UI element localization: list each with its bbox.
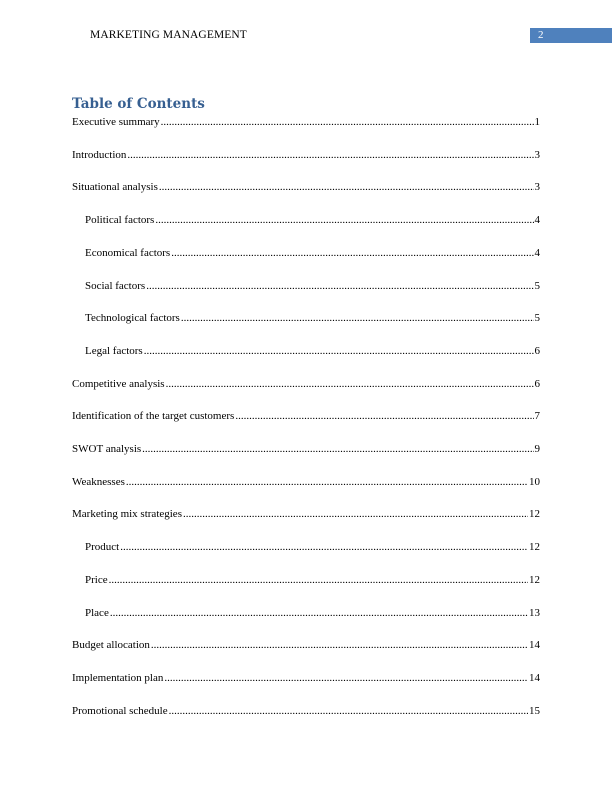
toc-entry-label: Technological factors <box>85 312 180 325</box>
toc-dot-leader <box>110 605 528 621</box>
toc-entry[interactable] <box>72 408 540 424</box>
toc-entry-page: 7 <box>534 410 540 423</box>
toc-entry-label: Competitive analysis <box>72 377 165 390</box>
toc-entry[interactable] <box>72 637 540 653</box>
toc-entry[interactable] <box>85 310 540 326</box>
toc-entry-page: 9 <box>534 443 540 455</box>
toc-entry[interactable] <box>85 605 540 621</box>
toc-entry[interactable] <box>72 506 540 522</box>
toc-entry[interactable] <box>72 179 540 195</box>
toc-entry[interactable] <box>85 278 540 294</box>
toc-entry-page: 3 <box>534 148 540 161</box>
toc-entry-page: 4 <box>534 214 540 227</box>
toc-heading: Table of Contents <box>72 96 205 112</box>
toc-entry-page: 3 <box>534 181 540 194</box>
toc-entry[interactable] <box>85 343 540 359</box>
toc-entry-page: 5 <box>534 312 540 325</box>
toc-entry[interactable] <box>72 441 540 457</box>
toc-entry-page: 1 <box>534 116 540 128</box>
toc-entry-label: Political factors <box>85 214 155 227</box>
toc-dot-leader <box>164 670 528 686</box>
toc-entry-page: 15 <box>529 704 540 717</box>
toc-entry-page: 12 <box>529 508 540 521</box>
toc-dot-leader <box>120 539 528 555</box>
toc-dot-leader <box>109 572 528 588</box>
toc-entry-label: Marketing mix strategies <box>72 508 182 521</box>
toc-entry-label: Social factors <box>85 279 146 292</box>
toc-entry-page: 14 <box>529 671 540 684</box>
header-title: MARKETING MANAGEMENT <box>90 29 247 41</box>
toc-entry[interactable] <box>85 212 540 228</box>
toc-entry[interactable] <box>85 539 540 555</box>
toc-dot-leader <box>155 212 533 228</box>
toc-dot-leader <box>159 179 534 195</box>
toc-dot-leader <box>181 310 534 326</box>
page-number: 2 <box>538 29 544 41</box>
toc-entry-label: Product <box>85 541 120 554</box>
toc-entry-label: SWOT analysis <box>72 443 142 455</box>
toc-dot-leader <box>127 147 533 163</box>
toc-entry-page: 10 <box>529 475 540 488</box>
toc-dot-leader <box>161 114 534 130</box>
toc-dot-leader <box>146 278 533 294</box>
toc-dot-leader <box>183 506 528 522</box>
toc-entry-page: 14 <box>529 639 540 652</box>
toc-entry-label: Promotional schedule <box>72 704 168 717</box>
toc-entry-label: Identification of the target customers <box>72 410 235 423</box>
toc-entry-page: 12 <box>529 573 540 586</box>
toc-entry-page: 13 <box>529 606 540 619</box>
toc-entry-label: Situational analysis <box>72 181 158 194</box>
toc-dot-leader <box>171 245 533 261</box>
toc-entry[interactable] <box>72 670 540 686</box>
toc-dot-leader <box>169 703 528 719</box>
toc-dot-leader <box>151 637 528 653</box>
toc-entry-page: 5 <box>534 279 540 292</box>
toc-entry-page: 6 <box>534 344 540 357</box>
toc-entry[interactable] <box>72 114 540 130</box>
toc-entry[interactable] <box>85 572 540 588</box>
toc-entry-label: Price <box>85 573 108 586</box>
page-number-badge <box>530 28 612 43</box>
toc-entry[interactable] <box>72 147 540 163</box>
toc-entry-label: Weaknesses <box>72 475 125 488</box>
toc-entry-page: 12 <box>529 541 540 554</box>
toc-dot-leader <box>126 474 528 490</box>
toc-entry-page: 4 <box>534 246 540 259</box>
toc-entry-label: Executive summary <box>72 116 160 128</box>
toc-dot-leader <box>166 376 534 392</box>
toc-entry-label: Place <box>85 606 109 619</box>
toc-entry-label: Implementation plan <box>72 671 164 684</box>
toc-entry-label: Economical factors <box>85 246 171 259</box>
toc-entry[interactable] <box>72 474 540 490</box>
toc-entry-label: Budget allocation <box>72 639 150 652</box>
toc-entry[interactable] <box>72 703 540 719</box>
toc-entry-label: Introduction <box>72 148 127 161</box>
toc-entry-page: 6 <box>534 377 540 390</box>
toc-dot-leader <box>235 408 533 424</box>
toc-entry-label: Legal factors <box>85 344 143 357</box>
toc-dot-leader <box>142 441 533 457</box>
toc-entry[interactable] <box>72 376 540 392</box>
toc-dot-leader <box>144 343 534 359</box>
toc-entry[interactable] <box>85 245 540 261</box>
